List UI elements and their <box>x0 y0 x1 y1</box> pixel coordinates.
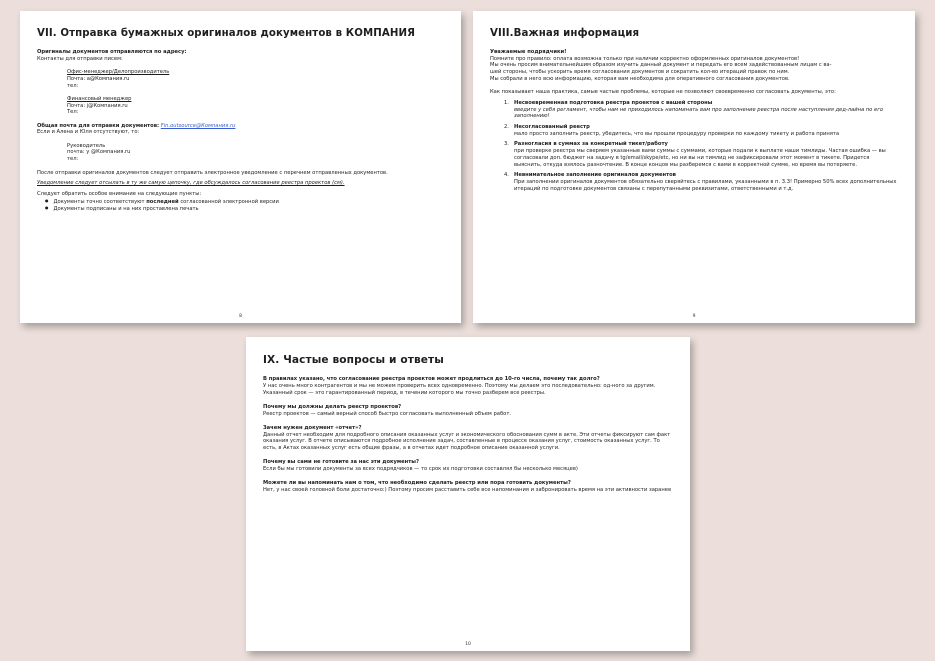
document-page-9 <box>473 11 915 323</box>
list-item: ● Документы точно соответствуют последней согласованной электронной версии <box>45 198 444 206</box>
finance-manager-email: Почта: j@Компания.ru <box>67 102 128 109</box>
page-number: 8 <box>239 314 242 319</box>
page-number: 10 <box>465 642 471 647</box>
after-sending-text: После отправки оригиналов документов следует отправить электронное уведомление с перечнем отправленных документов. <box>37 169 388 176</box>
head-title: Руководитель <box>67 142 106 149</box>
finance-manager-contact <box>67 96 444 116</box>
problem-body: мало просто заполнить реестр, убедитесь, что вы прошли процедуру проверки по каждому тикету и работа принята <box>514 130 840 137</box>
intro-line: Мы очень просим внимательнейшим образом изучить данный документ и передать его всем задействованным лицам с ва- <box>490 62 832 69</box>
page-8-content <box>37 28 444 213</box>
office-manager-phone: тел: <box>67 82 79 89</box>
problem-item <box>504 100 898 120</box>
office-manager-title: Офис-менеджер/Делопроизводитель <box>67 69 170 76</box>
faq-question: Почему мы должны делать реестр проектов? <box>263 403 402 410</box>
page-9-content <box>490 28 898 196</box>
contacts-line: Контакты для отправки писем: <box>37 55 123 62</box>
section-title-vii: VII. Отправка бумажных оригиналов документов в КОМПАНИЯ <box>37 28 416 39</box>
finance-manager-phone: Тел: <box>67 109 79 116</box>
page-10-content <box>263 354 673 501</box>
faq-item <box>263 425 673 452</box>
intro-line: Помните про правило: оплата возможна только при наличии корректно оформленных оригиналов документов! <box>490 55 800 62</box>
faq-answer: Данный отчет необходим для подробного описания оказанных услуг и экономического обоснования сумм в акте. Эти отчеты фиксируют сам факт оказания услуг. В отчете описываются подробное исполнение задач, составленные в процессе оказания услуг, стоимость оказанных услуг. То есть, в Актах оказанных услуг есть общие фразы, а в отчетах идет подробное описание оказанной услуги. <box>263 431 671 452</box>
problem-title: Несвоевременная подготовка реестра проектов с вашей стороны <box>514 99 713 106</box>
problems-list <box>504 100 898 192</box>
faq-answer: Если бы мы готовили документы за всех подрядчиков — то срок их подготовки составлял бы несколько месяцев) <box>263 466 578 473</box>
head-phone: тел: <box>67 156 79 163</box>
document-page-8 <box>20 11 461 323</box>
practice-line: Как показывает наша практика, самые частые проблемы, которые не позволяют своевременно согласовать документы, это: <box>490 89 836 96</box>
head-contact <box>67 143 444 163</box>
faq-answer: Нет, у нас своей головной боли достаточно:) Поэтому просим расставить себе все напоминания и забронировать время на эти активности заранее <box>263 486 672 493</box>
list-item: ● Документы подписаны и на них проставлена печать <box>45 205 444 213</box>
greeting: Уважаемые подрядчики! <box>490 49 567 55</box>
attention-list <box>45 198 444 213</box>
faq-item <box>263 480 673 494</box>
common-mail-link[interactable]: Fin.outsource@Компания.ru <box>160 122 236 129</box>
faq-answer: У нас очень много контрагентов и мы не можем проверить всех одновременно. Поэтому мы делаем это последовательно: од-ного за другим. Указанный срок — это гарантированный период, в течении которого мы точно разберем все реестры. <box>263 383 656 396</box>
problem-title: Невнимательное заполнение оригиналов документов <box>514 172 676 179</box>
problem-body: при проверке реестра мы сверяем указанные вами суммы с суммами, которые подали к выплате наши тимлиды. Частая ошибка — вы согласовали доп. бюджет на задачу в tg/email/skype/etc, но ни вы ни тимлид не зафиксировали этот момент в тикете. Придется выяснить, откуда взялось разночтение. В конце концов мы разберемся с вами в корректной сумме, но время вы потеряете. <box>514 148 886 168</box>
attention-line: Следует обратить особое внимание на следующие пункты: <box>37 190 202 197</box>
intro-line: шей стороны, чтобы ускорить время согласования документов и сократить кол-во итераций правок по ним. <box>490 69 790 76</box>
problem-title: Несогласованный реестр <box>514 124 590 131</box>
problem-number: 2. <box>504 124 509 131</box>
problem-item <box>504 172 898 192</box>
section-title-viii: VIII.Важная информация <box>490 28 640 39</box>
problem-body: При заполнении оригиналов документов обязательно сверяйтесь с правилами, указанными в п. 3.3! Примерно 50% всех дополнительных итераций по подготовке документов связаны с перепутанными реквизитами, ответственными и т.д. <box>514 178 897 192</box>
common-mail-label: Общая почта для отправки документов: <box>37 122 160 129</box>
finance-manager-title: Финансовый менеджер <box>67 95 132 102</box>
office-manager-email: Почта: a@Компания.ru <box>67 75 130 82</box>
faq-question: Зачем нужен документ «отчет»? <box>263 424 362 431</box>
faq-item <box>263 459 673 473</box>
problem-title: Разногласия в суммах за конкретный тикет/работу <box>514 141 668 148</box>
faq-item <box>263 376 673 397</box>
originals-heading: Оригиналы документов отправляются по адресу: <box>37 49 187 55</box>
faq-item <box>263 404 673 418</box>
problem-body: введите у себя регламент, чтобы нам не приходилось напоминать вам про заполнение реестра после наступления дед-лайна по его заполнению! <box>514 106 884 120</box>
absent-line: Если и Алена и Юля отсутствуют, то: <box>37 129 140 136</box>
faq-question: Можете ли вы напоминать нам о том, что необходимо сделать реестр или пора готовить документы? <box>263 479 571 486</box>
document-page-10 <box>246 337 690 651</box>
common-mail-line <box>37 123 444 130</box>
faq-question: Почему вы сами не готовите за нас эти документы? <box>263 458 419 465</box>
problem-number: 4. <box>504 172 509 179</box>
problem-item <box>504 124 898 137</box>
problem-number: 1. <box>504 99 509 106</box>
intro-line: Мы собрали в него всю информацию, которая вам необходима для оперативного согласования документов. <box>490 75 790 82</box>
notification-note: Уведомление следует отсылать в ту же самую цепочку, где обсуждалось согласование реестра проектов (см). <box>37 180 345 187</box>
faq-list <box>263 376 673 494</box>
section-title-ix: IX. Частые вопросы и ответы <box>263 354 444 366</box>
head-email: почта: y @Компания.ru <box>67 149 131 156</box>
faq-answer: Реестр проектов — самый верный способ быстро согласовать выполненный объем работ. <box>263 410 511 417</box>
page-number: 9 <box>692 314 696 319</box>
faq-question: В правилах указано, что согласование реестра проектов может продлиться до 10-го числа, почему так долго? <box>263 376 600 382</box>
office-manager-contact <box>67 69 444 89</box>
problem-item <box>504 141 898 168</box>
problem-number: 3. <box>504 141 509 148</box>
